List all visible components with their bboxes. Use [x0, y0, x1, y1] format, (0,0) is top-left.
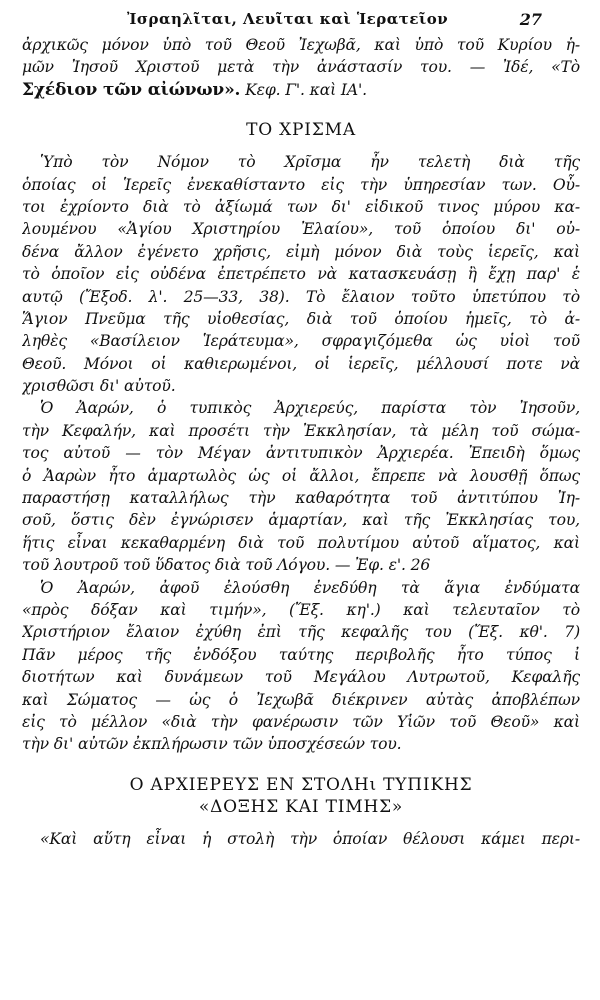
text-line: τὸ ὁποῖον εἰς οὐδένα ἐπετρέπετο νὰ κατασκευάσῃ ἢ ἔχῃ παρ' ἑ [22, 265, 580, 284]
text-line: αυτῷ (Ἔξοδ. λ'. 25—33, 38). Τὸ ἔλαιον τοῦτο ὑπετύπου τὸ [22, 287, 580, 306]
text-line: Ὁ Ἀαρών, ὁ τυπικὸς Ἀρχιερεύς, παρίστα τὸν Ἰησοῦν, [40, 399, 580, 418]
text-line: εἰς τὸ μέλλον «διὰ τὴν φανέρωσιν τῶν Υἱῶν τοῦ Θεοῦ» καὶ [22, 712, 580, 731]
text-line: Ὑπὸ τὸν Νόμον τὸ Χρῖσμα ἦν τελετὴ διὰ τῆς [40, 153, 580, 172]
text-line: τὴν δι' αὐτῶν ἐκπλήρωσιν τῶν ὑποσχέσεών του. [22, 735, 402, 754]
text-line: χρισθῶσι δι' αὐτοῦ. [22, 377, 176, 396]
section-heading-high-priest [22, 774, 580, 818]
text-line: τὴν Κεφαλήν, καὶ προσέτι τὴν Ἐκκλησίαν, τὰ μέλη τοῦ σώμα- [22, 421, 580, 440]
text-line: δένα ἄλλον ἐγένετο χρῆσις, εἰμὴ μόνον διὰ τοὺς ἱερεῖς, καὶ [22, 242, 580, 261]
bold-title-text: Σχέδιον τῶν αἰώνων». [22, 79, 241, 100]
text-line: «Καὶ αὕτη εἶναι ἡ στολὴ τὴν ὁποίαν θέλουσι κάμει περι- [40, 829, 580, 848]
text-line: Πᾶν μέρος τῆς ἐνδόξου ταύτης περιβολῆς ἦτο τύπος ἰ [22, 645, 580, 664]
text-line: ἀρχικῶς μόνον ὑπὸ τοῦ Θεοῦ Ἰεχωβᾶ, καὶ ὑπὸ τοῦ Κυρίου ἡ- [22, 36, 580, 54]
text-line: ἥτις εἶναι κεκαθαρμένη διὰ τοῦ πολυτίμου αὐτοῦ αἵματος, καὶ [22, 533, 580, 552]
text-line: Θεοῦ. Μόνοι οἱ καθιερωμένοι, οἱ ἱερεῖς, μέλλουσί ποτε νὰ [22, 354, 580, 373]
text-line: ὁ Ἀαρὼν ἦτο ἁμαρτωλὸς ὡς οἱ ἄλλοι, ἔπρεπε νὰ λουσθῇ ὅπως [22, 466, 580, 485]
intro-paragraph [22, 34, 580, 101]
page-number: 27 [519, 10, 542, 29]
paragraph-1 [22, 151, 580, 397]
text-line: Ὁ Ἀαρών, ἀφοῦ ἐλούσθη ἐνεδύθη τὰ ἅγια ἐνδύματα [40, 578, 580, 597]
text-line: τοι ἐχρίοντο διὰ τὸ ἀξίωμά των δι' εἰδικοῦ τινος μύρου κα- [22, 197, 580, 216]
paragraph-3 [22, 577, 580, 756]
text-line: μῶν Ἰησοῦ Χριστοῦ μετὰ τὴν ἀνάστασίν του. — Ἰδέ, «Τὸ [22, 58, 580, 77]
section-heading-line: Ο ΑΡΧΙΕΡΕΥΣ ΕΝ ΣΤΟΛΗι ΤΥΠΙΚΗΣ [129, 774, 473, 795]
text-line: τοῦ λουτροῦ τοῦ ὕδατος διὰ τοῦ Λόγου. — Ἐφ. ε'. 26 [22, 556, 431, 575]
running-head [22, 8, 580, 34]
text-line: καὶ Σώματος — ὡς ὁ Ἰεχωβᾶ διέκρινεν αὐτὰς ἀποβλέπων [22, 690, 580, 709]
section-heading-line: «ΔΟΞΗΣ ΚΑΙ ΤΙΜΗΣ» [198, 796, 404, 817]
text-line: ὁποίας οἱ Ἱερεῖς ἐνεκαθίσταντο εἰς τὴν ὑπηρεσίαν των. Οὗ- [22, 175, 580, 194]
section-heading-chrism: ΤΟ ΧΡΙΣΜΑ [246, 120, 356, 141]
running-head-title: Ἰσραηλῖται, Λευῖται καὶ Ἱερατεῖον [127, 10, 449, 28]
text-line: «πρὸς δόξαν καὶ τιμήν», (Ἔξ. κη'.) καὶ τελευταῖον τὸ [22, 600, 580, 619]
text-line [22, 79, 580, 101]
text-line: ληθὲς «Βασίλειον Ἱεράτευμα», σφραγιζόμεθα ὡς υἱοὶ τοῦ [22, 332, 580, 351]
text-line: Χριστήριον ἔλαιον ἐχύθη ἐπὶ τῆς κεφαλῆς του (Ἔξ. κθ'. 7) [22, 623, 580, 642]
paragraph-2 [22, 397, 580, 576]
text-line: διοτήτων καὶ δυνάμεων τοῦ Μεγάλου Λυτρωτοῦ, Κεφαλῆς [22, 668, 580, 687]
text-line: Ἅγιον Πνεῦμα τῆς υἱοθεσίας, διὰ τοῦ ὁποίου ἡμεῖς, τὸ ἀ- [22, 309, 580, 328]
chapter-reference: Κεφ. Γ'. καὶ ΙΑ'. [240, 80, 367, 99]
text-line: λουμένου «Ἁγίου Χριστηρίου Ἐλαίου», τοῦ ὁποίου δι' οὐ- [22, 220, 580, 239]
text-line: τος αὐτοῦ — τὸν Μέγαν ἀντιτυπικὸν Ἀρχιερέα. Ἐπειδὴ ὅμως [22, 444, 580, 463]
paragraph-4 [22, 828, 580, 850]
text-line: παραστήσῃ καταλλήλως τὴν καθαρότητα τοῦ ἀντιτύπου Ἰη- [22, 489, 580, 508]
text-line: σοῦ, ὅστις δὲν ἐγνώρισεν ἁμαρτίαν, καὶ τῆς Ἐκκλησίας του, [22, 511, 580, 530]
